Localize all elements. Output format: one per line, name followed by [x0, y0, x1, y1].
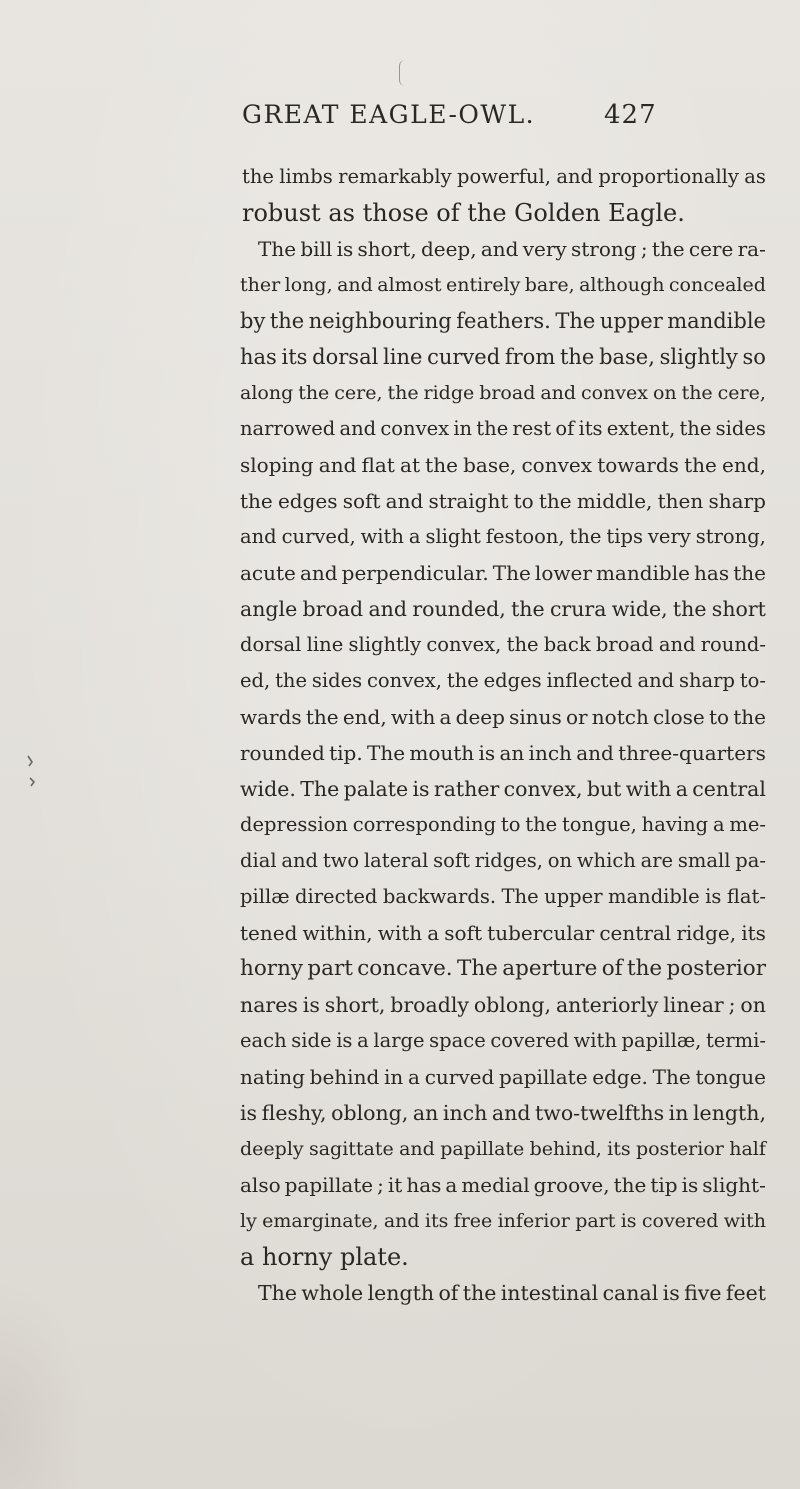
page-header [0, 100, 800, 140]
text-line: The whole length of the intestinal canal is five feet [258, 1281, 766, 1305]
text-line: horny part concave. The aperture of the posterior [240, 956, 766, 981]
text-line: ther long, and almost entirely bare, although concealed [240, 274, 766, 296]
paper-stain [0, 1280, 90, 1489]
text-line: pillæ directed backwards. The upper mandible is flat- [240, 885, 766, 908]
text-line: along the cere, the ridge broad and convex on the cere, [240, 382, 766, 404]
text-line: tened within, with a soft tubercular central ridge, its [240, 921, 766, 945]
page-number: 427 [604, 100, 657, 130]
text-line: by the neighbouring feathers. The upper mandible [240, 309, 766, 333]
text-line: deeply sagittate and papillate behind, its posterior half [240, 1138, 766, 1160]
text-line: dorsal line slightly convex, the back broad and round- [240, 633, 766, 656]
text-line: The bill is short, deep, and very strong ; the cere ra- [258, 237, 766, 261]
text-line: is fleshy, oblong, an inch and two-twelfths in length, [240, 1101, 766, 1125]
text-line: and curved, with a slight festoon, the tips very strong, [240, 525, 766, 548]
text-line: nares is short, broadly oblong, anteriorly linear ; on [240, 993, 766, 1017]
text-line: acute and perpendicular. The lower mandible has the [240, 561, 766, 585]
text-line: wide. The palate is rather convex, but with a central [240, 777, 766, 801]
running-title: GREAT EAGLE-OWL. [242, 100, 536, 129]
text-line: ed, the sides convex, the edges inflected and sharp to- [240, 669, 766, 692]
text-line: wards the end, with a deep sinus or notch close to the [240, 705, 766, 729]
text-line: also papillate ; it has a medial groove, the tip is slight- [240, 1173, 766, 1197]
text-line: sloping and flat at the base, convex towards the end, [240, 453, 766, 477]
text-line: angle broad and rounded, the crura wide, the short [240, 597, 766, 621]
text-line: rounded tip. The mouth is an inch and three-quarters [240, 741, 766, 765]
text-line: robust as those of the Golden Eagle. [242, 199, 685, 227]
text-line: depression corresponding to the tongue, having a me- [240, 813, 766, 836]
header-pencil-mark [399, 60, 406, 86]
text-line: the limbs remarkably powerful, and proportionally as [242, 165, 766, 188]
text-line: ly emarginate, and its free inferior part is covered with [240, 1210, 766, 1232]
margin-annotation-mark [22, 752, 42, 812]
text-line: nating behind in a curved papillate edge. The tongue [240, 1065, 766, 1089]
text-line: dial and two lateral soft ridges, on which are small pa- [240, 849, 766, 872]
text-line: narrowed and convex in the rest of its extent, the sides [240, 417, 766, 440]
text-line: the edges soft and straight to the middle, then sharp [240, 489, 766, 513]
text-line: a horny plate. [240, 1243, 409, 1271]
margin-scribble-icon [22, 752, 42, 812]
text-line: has its dorsal line curved from the base, slightly so [240, 345, 766, 369]
text-line: each side is a large space covered with papillæ, termi- [240, 1029, 766, 1052]
